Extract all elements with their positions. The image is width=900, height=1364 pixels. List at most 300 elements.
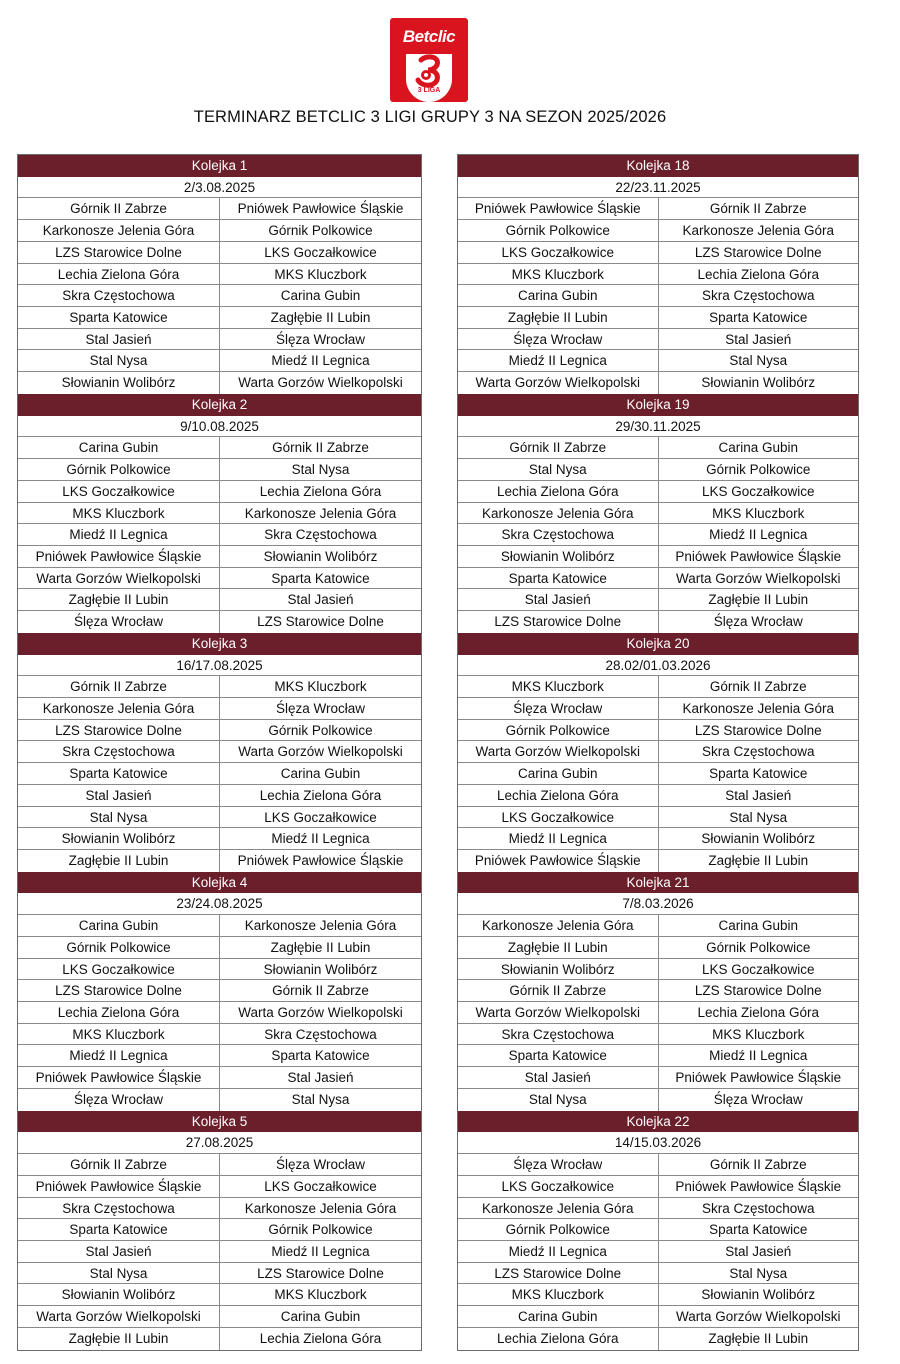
away-team: MKS Kluczbork [274, 1287, 367, 1303]
away-team: Górnik Polkowice [268, 223, 373, 239]
home-team: Carina Gubin [458, 763, 659, 784]
round-block [18, 1111, 421, 1350]
away-team: Carina Gubin [718, 440, 799, 456]
away-team: Pniówek Pawłowice Śląskie [675, 548, 842, 564]
home-team: LZS Starowice Dolne [18, 980, 220, 1001]
round-date: 7/8.03.2026 [458, 893, 858, 915]
away-team: Ślęza Wrocław [713, 614, 803, 630]
match-row [458, 372, 858, 394]
home-team: Górnik Polkowice [458, 720, 659, 741]
schedule-column-right [457, 154, 859, 1351]
page-title: TERMINARZ BETCLIC 3 LIGI GRUPY 3 NA SEZON 2025/2026 [193, 108, 667, 126]
home-team: Górnik II Zabrze [18, 1154, 220, 1175]
match-row [18, 307, 421, 329]
match-row [458, 285, 858, 307]
away-team: Miedź II Legnica [271, 831, 370, 847]
match-row [18, 937, 421, 959]
away-team: Miedź II Legnica [709, 1048, 808, 1064]
home-team: LKS Goczałkowice [458, 1176, 659, 1197]
home-team: Stal Nysa [458, 1089, 659, 1111]
away-team: LKS Goczałkowice [264, 1178, 377, 1194]
home-team: Carina Gubin [18, 437, 220, 458]
match-row [18, 785, 421, 807]
away-team: Ślęza Wrocław [275, 1157, 366, 1173]
match-row [18, 1328, 421, 1350]
round-block [458, 1111, 858, 1350]
match-row [18, 1176, 421, 1198]
home-team: Sparta Katowice [18, 307, 220, 328]
away-team: Karkonosze Jelenia Góra [244, 918, 397, 934]
away-team: Górnik II Zabrze [272, 440, 369, 456]
away-team: Sparta Katowice [271, 1048, 370, 1064]
home-team: Sparta Katowice [458, 1045, 659, 1066]
match-row [458, 741, 858, 763]
match-row [458, 264, 858, 286]
match-row [18, 1284, 421, 1306]
round-header: Kolejka 5 [18, 1111, 421, 1133]
away-team: Górnik II Zabrze [709, 201, 807, 217]
away-team: Lechia Zielona Góra [259, 483, 382, 499]
round-date: 27.08.2025 [18, 1132, 421, 1154]
away-team: LZS Starowice Dolne [257, 1265, 384, 1281]
home-team: Miedź II Legnica [458, 828, 659, 849]
match-row [458, 763, 858, 785]
logo-league: 3 LIGA [417, 87, 441, 94]
match-row [18, 807, 421, 829]
away-team: Pniówek Pawłowice Śląskie [675, 1070, 842, 1086]
match-row [458, 937, 858, 959]
match-row [18, 220, 421, 242]
match-row [458, 785, 858, 807]
home-team: Słowianin Wolibórz [458, 959, 659, 980]
round-header: Kolejka 2 [18, 394, 421, 416]
away-team: Skra Częstochowa [701, 288, 815, 304]
home-team: Skra Częstochowa [458, 524, 659, 545]
away-team: Pniówek Pawłowice Śląskie [675, 1178, 842, 1194]
away-team: Sparta Katowice [709, 310, 808, 326]
match-row [458, 437, 858, 459]
away-team: Zagłębie II Lubin [708, 592, 809, 608]
match-row [18, 568, 421, 590]
match-row [18, 1219, 421, 1241]
away-team: Miedź II Legnica [709, 527, 808, 543]
away-team: Lechia Zielona Góra [697, 1005, 820, 1021]
away-team: MKS Kluczbork [712, 505, 805, 521]
round-date: 28.02/01.03.2026 [458, 655, 858, 677]
away-team: Stal Nysa [729, 809, 788, 825]
away-team: Warta Gorzów Wielkopolski [238, 744, 403, 760]
match-row [458, 1176, 858, 1198]
home-team: Pniówek Pawłowice Śląskie [18, 1176, 220, 1197]
home-team: Zagłębie II Lubin [458, 937, 659, 958]
home-team: Sparta Katowice [18, 1219, 220, 1240]
away-team: LZS Starowice Dolne [694, 983, 822, 999]
home-team: Stal Nysa [18, 807, 220, 828]
match-row [458, 1002, 858, 1024]
match-row [18, 372, 421, 394]
home-team: Zagłębie II Lubin [18, 589, 220, 610]
match-row [18, 980, 421, 1002]
away-team: LZS Starowice Dolne [694, 722, 822, 738]
away-team: LZS Starowice Dolne [257, 614, 384, 630]
match-row [458, 1067, 858, 1089]
home-team: Górnik II Zabrze [18, 676, 220, 697]
home-team: Miedź II Legnica [458, 350, 659, 371]
away-team: Stal Nysa [291, 1091, 350, 1107]
match-row [18, 285, 421, 307]
match-row [458, 1263, 858, 1285]
away-team: Stal Nysa [729, 353, 788, 369]
home-team: Skra Częstochowa [18, 1198, 220, 1219]
away-team: Carina Gubin [280, 1309, 361, 1325]
away-team: MKS Kluczbork [712, 1026, 805, 1042]
away-team: Słowianin Wolibórz [701, 375, 816, 391]
match-row [18, 720, 421, 742]
away-team: Karkonosze Jelenia Góra [244, 505, 397, 521]
away-team: LKS Goczałkowice [701, 483, 815, 499]
home-team: Zagłębie II Lubin [18, 850, 220, 872]
away-team: Stal Nysa [729, 1265, 788, 1281]
match-row [458, 568, 858, 590]
away-team: Stal Jasień [287, 1070, 354, 1086]
match-row [458, 1306, 858, 1328]
away-team: Zagłębie II Lubin [708, 853, 809, 868]
home-team: LZS Starowice Dolne [458, 611, 659, 633]
away-team: Miedź II Legnica [271, 353, 370, 369]
away-team: Górnik II Zabrze [709, 1157, 807, 1173]
home-team: Lechia Zielona Góra [458, 785, 659, 806]
home-team: Stal Nysa [18, 350, 220, 371]
away-team: Lechia Zielona Góra [259, 787, 382, 803]
home-team: Słowianin Wolibórz [18, 1284, 220, 1305]
home-team: Karkonosze Jelenia Góra [458, 1198, 659, 1219]
round-header: Kolejka 3 [18, 633, 421, 655]
away-team: Stal Jasień [287, 592, 354, 608]
away-team: Górnik Polkowice [268, 1222, 373, 1238]
match-row [458, 676, 858, 698]
home-team: LKS Goczałkowice [458, 242, 659, 263]
match-row [458, 807, 858, 829]
match-row [18, 350, 421, 372]
schedule-column-left [17, 154, 422, 1351]
away-team: Słowianin Wolibórz [701, 831, 816, 847]
round-header: Kolejka 20 [458, 633, 858, 655]
home-team: MKS Kluczbork [18, 503, 220, 524]
home-team: Zagłębie II Lubin [458, 307, 659, 328]
match-row [458, 1284, 858, 1306]
away-team: Sparta Katowice [271, 570, 370, 586]
home-team: Zagłębie II Lubin [18, 1328, 220, 1350]
home-team: Górnik II Zabrze [458, 437, 659, 458]
match-row [458, 1219, 858, 1241]
home-team: Skra Częstochowa [458, 1024, 659, 1045]
away-team: Ślęza Wrocław [275, 331, 366, 347]
home-team: Stal Nysa [18, 1263, 220, 1284]
home-team: Skra Częstochowa [18, 741, 220, 762]
away-team: MKS Kluczbork [274, 679, 367, 695]
round-header: Kolejka 19 [458, 394, 858, 416]
away-team: Stal Jasień [725, 331, 792, 347]
match-row [18, 459, 421, 481]
match-row [18, 959, 421, 981]
home-team: Stal Jasień [18, 329, 220, 350]
match-row [18, 850, 421, 872]
away-team: Warta Gorzów Wielkopolski [238, 375, 403, 391]
away-team: Karkonosze Jelenia Góra [244, 1200, 397, 1216]
match-row [18, 828, 421, 850]
match-row [458, 503, 858, 525]
away-team: LKS Goczałkowice [264, 809, 377, 825]
home-team: LKS Goczałkowice [18, 481, 220, 502]
home-team: Stal Jasień [18, 1241, 220, 1262]
round-date: 9/10.08.2025 [18, 416, 421, 438]
round-date: 2/3.08.2025 [18, 177, 421, 199]
number-three-emblem-icon [406, 54, 452, 88]
match-row [18, 676, 421, 698]
away-team: Skra Częstochowa [701, 744, 815, 760]
home-team: Pniówek Pawłowice Śląskie [458, 850, 659, 872]
home-team: Sparta Katowice [458, 568, 659, 589]
home-team: Górnik Polkowice [18, 459, 220, 480]
match-row [458, 242, 858, 264]
match-row [458, 546, 858, 568]
home-team: Karkonosze Jelenia Góra [458, 503, 659, 524]
away-team: Warta Gorzów Wielkopolski [238, 1005, 403, 1021]
away-team: Stal Jasień [725, 787, 792, 803]
away-team: Ślęza Wrocław [713, 1091, 803, 1107]
round-block [18, 872, 421, 1111]
home-team: Stal Jasień [458, 1067, 659, 1088]
match-row [18, 481, 421, 503]
match-row [458, 1089, 858, 1111]
home-team: LZS Starowice Dolne [458, 1263, 659, 1284]
match-row [458, 720, 858, 742]
match-row [18, 1154, 421, 1176]
match-row [18, 1067, 421, 1089]
home-team: Carina Gubin [458, 285, 659, 306]
home-team: Ślęza Wrocław [458, 329, 659, 350]
home-team: Górnik II Zabrze [458, 980, 659, 1001]
home-team: Lechia Zielona Góra [458, 1328, 659, 1350]
home-team: Carina Gubin [18, 915, 220, 936]
match-row [458, 611, 858, 633]
home-team: Lechia Zielona Góra [18, 1002, 220, 1023]
away-team: Karkonosze Jelenia Góra [682, 700, 835, 716]
home-team: Górnik Polkowice [458, 1219, 659, 1240]
away-team: Słowianin Wolibórz [263, 548, 378, 564]
match-row [458, 350, 858, 372]
home-team: Lechia Zielona Góra [18, 264, 220, 285]
away-team: Lechia Zielona Góra [259, 1330, 382, 1346]
home-team: Lechia Zielona Góra [458, 481, 659, 502]
match-row [18, 264, 421, 286]
match-row [458, 1328, 858, 1350]
home-team: LZS Starowice Dolne [18, 720, 220, 741]
home-team: Górnik II Zabrze [18, 198, 220, 219]
away-team: MKS Kluczbork [274, 266, 367, 282]
match-row [458, 828, 858, 850]
away-team: Warta Gorzów Wielkopolski [675, 570, 841, 586]
match-row [458, 980, 858, 1002]
home-team: MKS Kluczbork [458, 264, 659, 285]
match-row [18, 1089, 421, 1111]
home-team: Słowianin Wolibórz [18, 828, 220, 849]
match-row [18, 611, 421, 633]
round-date: 29/30.11.2025 [458, 416, 858, 438]
home-team: Sparta Katowice [18, 763, 220, 784]
round-date: 14/15.03.2026 [458, 1132, 858, 1154]
home-team: MKS Kluczbork [458, 1284, 659, 1305]
match-row [458, 459, 858, 481]
away-team: Sparta Katowice [709, 766, 808, 782]
away-team: Warta Gorzów Wielkopolski [675, 1309, 841, 1325]
away-team: Słowianin Wolibórz [701, 1287, 816, 1303]
away-team: Karkonosze Jelenia Góra [682, 223, 835, 239]
logo-badge [406, 54, 452, 102]
round-date: 16/17.08.2025 [18, 655, 421, 677]
home-team: Miedź II Legnica [18, 524, 220, 545]
betclic-3-liga-logo [390, 18, 468, 102]
match-row [458, 698, 858, 720]
round-block [18, 633, 421, 872]
home-team: Pniówek Pawłowice Śląskie [18, 1067, 220, 1088]
match-row [458, 329, 858, 351]
home-team: Słowianin Wolibórz [18, 372, 220, 394]
match-row [18, 198, 421, 220]
round-header: Kolejka 1 [18, 155, 421, 177]
home-team: Karkonosze Jelenia Góra [18, 698, 220, 719]
match-row [18, 1241, 421, 1263]
home-team: Warta Gorzów Wielkopolski [458, 372, 659, 394]
home-team: Karkonosze Jelenia Góra [18, 220, 220, 241]
away-team: Sparta Katowice [709, 1222, 808, 1238]
away-team: Ślęza Wrocław [275, 700, 366, 716]
away-team: Górnik II Zabrze [272, 983, 369, 999]
away-team: Miedź II Legnica [271, 1243, 370, 1259]
match-row [18, 915, 421, 937]
round-block [458, 155, 858, 394]
away-team: Górnik Polkowice [706, 462, 811, 478]
match-row [18, 1024, 421, 1046]
match-row [18, 524, 421, 546]
home-team: Karkonosze Jelenia Góra [458, 915, 659, 936]
away-team: Skra Częstochowa [701, 1200, 815, 1216]
round-header: Kolejka 4 [18, 872, 421, 894]
match-row [458, 1241, 858, 1263]
round-date: 22/23.11.2025 [458, 177, 858, 199]
match-row [18, 1306, 421, 1328]
home-team: Miedź II Legnica [458, 1241, 659, 1262]
match-row [18, 546, 421, 568]
match-row [458, 198, 858, 220]
away-team: Skra Częstochowa [264, 527, 377, 543]
home-team: Stal Nysa [458, 459, 659, 480]
away-team: Carina Gubin [280, 766, 361, 782]
match-row [18, 763, 421, 785]
home-team: Warta Gorzów Wielkopolski [458, 1002, 659, 1023]
round-block [458, 633, 858, 872]
away-team: Lechia Zielona Góra [697, 266, 820, 282]
home-team: Miedź II Legnica [18, 1045, 220, 1066]
round-block [458, 394, 858, 633]
round-date: 23/24.08.2025 [18, 893, 421, 915]
home-team: Ślęza Wrocław [458, 1154, 659, 1175]
match-row [18, 242, 421, 264]
match-row [18, 1263, 421, 1285]
match-row [458, 220, 858, 242]
away-team: Słowianin Wolibórz [263, 961, 378, 977]
away-team: Carina Gubin [718, 918, 799, 934]
away-team: Zagłębie II Lubin [708, 1330, 809, 1346]
away-team: Górnik Polkowice [268, 722, 373, 738]
home-team: Warta Gorzów Wielkopolski [458, 741, 659, 762]
match-row [18, 503, 421, 525]
home-team: MKS Kluczbork [458, 676, 659, 697]
match-row [18, 589, 421, 611]
match-row [458, 915, 858, 937]
away-team: Pniówek Pawłowice Śląskie [237, 853, 404, 868]
home-team: Warta Gorzów Wielkopolski [18, 1306, 220, 1327]
home-team: Pniówek Pawłowice Śląskie [458, 198, 659, 219]
home-team: LKS Goczałkowice [458, 807, 659, 828]
away-team: Pniówek Pawłowice Śląskie [237, 201, 404, 217]
away-team: Carina Gubin [280, 288, 361, 304]
away-team: Zagłębie II Lubin [270, 310, 371, 326]
match-row [18, 437, 421, 459]
away-team: Górnik Polkowice [706, 939, 811, 955]
match-row [458, 959, 858, 981]
home-team: Słowianin Wolibórz [458, 546, 659, 567]
home-team: Ślęza Wrocław [18, 611, 220, 633]
home-team: Skra Częstochowa [18, 285, 220, 306]
match-row [18, 741, 421, 763]
match-row [458, 589, 858, 611]
away-team: Stal Nysa [291, 462, 350, 478]
home-team: Ślęza Wrocław [458, 698, 659, 719]
round-block [458, 872, 858, 1111]
match-row [458, 524, 858, 546]
home-team: Górnik Polkowice [18, 937, 220, 958]
match-row [458, 850, 858, 872]
match-row [18, 1045, 421, 1067]
match-row [458, 1154, 858, 1176]
away-team: Stal Jasień [725, 1243, 792, 1259]
match-row [18, 1002, 421, 1024]
away-team: LZS Starowice Dolne [694, 244, 822, 260]
match-row [18, 698, 421, 720]
home-team: LKS Goczałkowice [18, 959, 220, 980]
match-row [18, 329, 421, 351]
away-team: Skra Częstochowa [264, 1026, 377, 1042]
round-header: Kolejka 21 [458, 872, 858, 894]
away-team: LKS Goczałkowice [264, 244, 377, 260]
round-block [18, 155, 421, 394]
match-row [458, 307, 858, 329]
away-team: Zagłębie II Lubin [270, 939, 371, 955]
round-header: Kolejka 18 [458, 155, 858, 177]
home-team: Stal Jasień [458, 589, 659, 610]
away-team: Górnik II Zabrze [709, 679, 807, 695]
home-team: Stal Jasień [18, 785, 220, 806]
match-row [458, 1045, 858, 1067]
round-header: Kolejka 22 [458, 1111, 858, 1133]
home-team: Warta Gorzów Wielkopolski [18, 568, 220, 589]
home-team: Ślęza Wrocław [18, 1089, 220, 1111]
home-team: LZS Starowice Dolne [18, 242, 220, 263]
home-team: Górnik Polkowice [458, 220, 659, 241]
match-row [18, 1198, 421, 1220]
home-team: MKS Kluczbork [18, 1024, 220, 1045]
